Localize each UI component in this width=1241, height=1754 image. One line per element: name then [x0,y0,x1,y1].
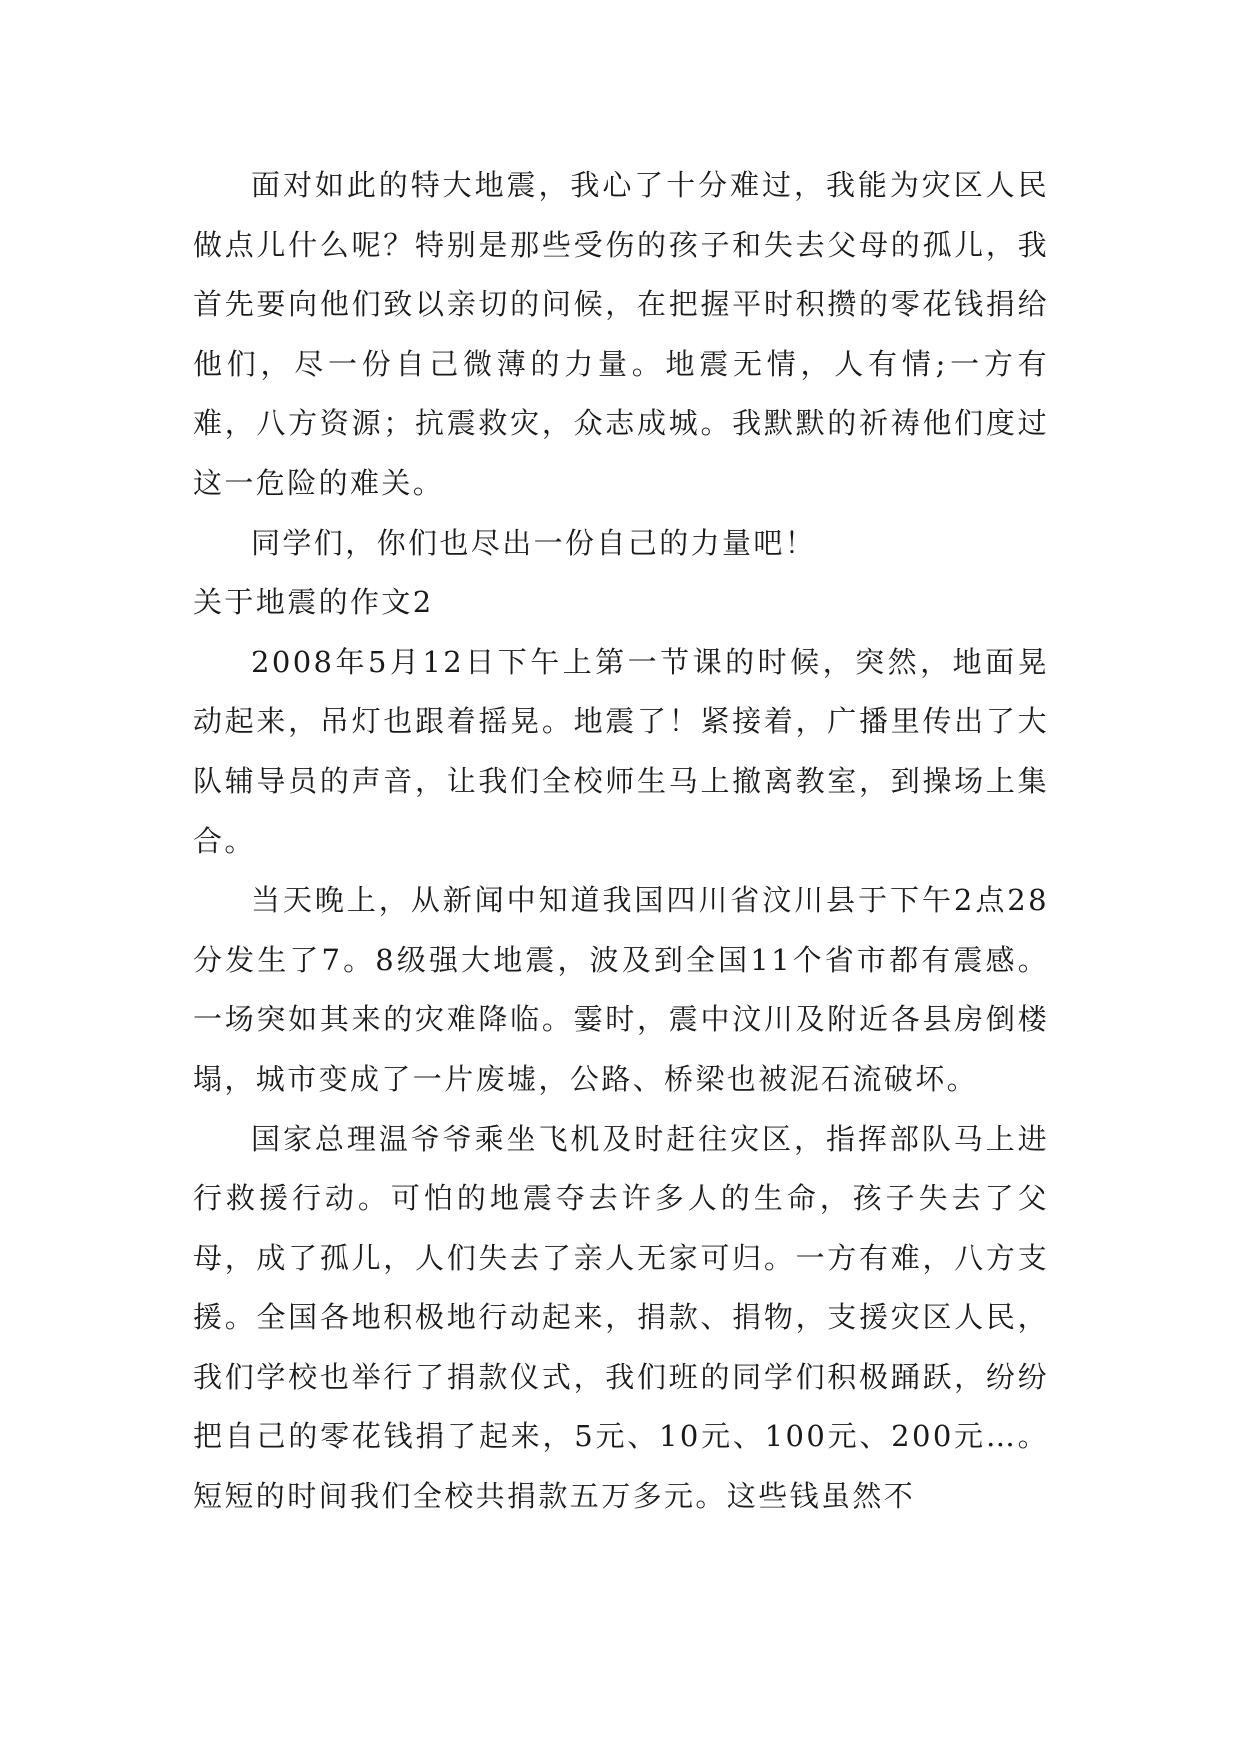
paragraph-5: 国家总理温爷爷乘坐飞机及时赶往灾区，指挥部队马上进行救援行动。可怕的地震夺去许多人的生命，孩子失去了父母，成了孤儿，人们失去了亲人无家可归。一方有难，八方支援。全国各地积极地行动起来，捐款、捐物，支援灾区人民，我们学校也举行了捐款仪式，我们班的同学们积极踊跃，纷纷把自己的零花钱捐了起来，5元、10元、100元、200元…。短短的时间我们全校共捐款五万多元。这些钱虽然不 [193,1121,1049,1514]
paragraph-3: 2008年5月12日下午上第一节课的时候，突然，地面晃动起来，吊灯也跟着摇晃。地震了！紧接着，广播里传出了大队辅导员的声音，让我们全校师生马上撤离教室，到操场上集合。 [193,644,1049,858]
section-heading: 关于地震的作文2 [193,585,434,620]
paragraph-1: 面对如此的特大地震，我心了十分难过，我能为灾区人民做点儿什么呢？特别是那些受伤的孩子和失去父母的孤儿，我首先要向他们致以亲切的问候，在把握平时积攒的零花钱捐给他们，尽一份自己微薄的力量。地震无情，人有情;一方有难，八方资源；抗震救灾，众志成城。我默默的祈祷他们度过这一危险的难关。 [193,168,1049,500]
paragraph-4: 当天晚上，从新闻中知道我国四川省汶川县于下午2点28分发生了7。8级强大地震，波及到全国11个省市都有震感。一场突如其来的灾难降临。霎时，震中汶川及附近各县房倒楼塌，城市变成了一片废墟，公路、桥梁也被泥石流破坏。 [193,883,1049,1096]
document-body [193,156,1049,1527]
paragraph-2: 同学们，你们也尽出一份自己的力量吧！ [251,525,817,560]
